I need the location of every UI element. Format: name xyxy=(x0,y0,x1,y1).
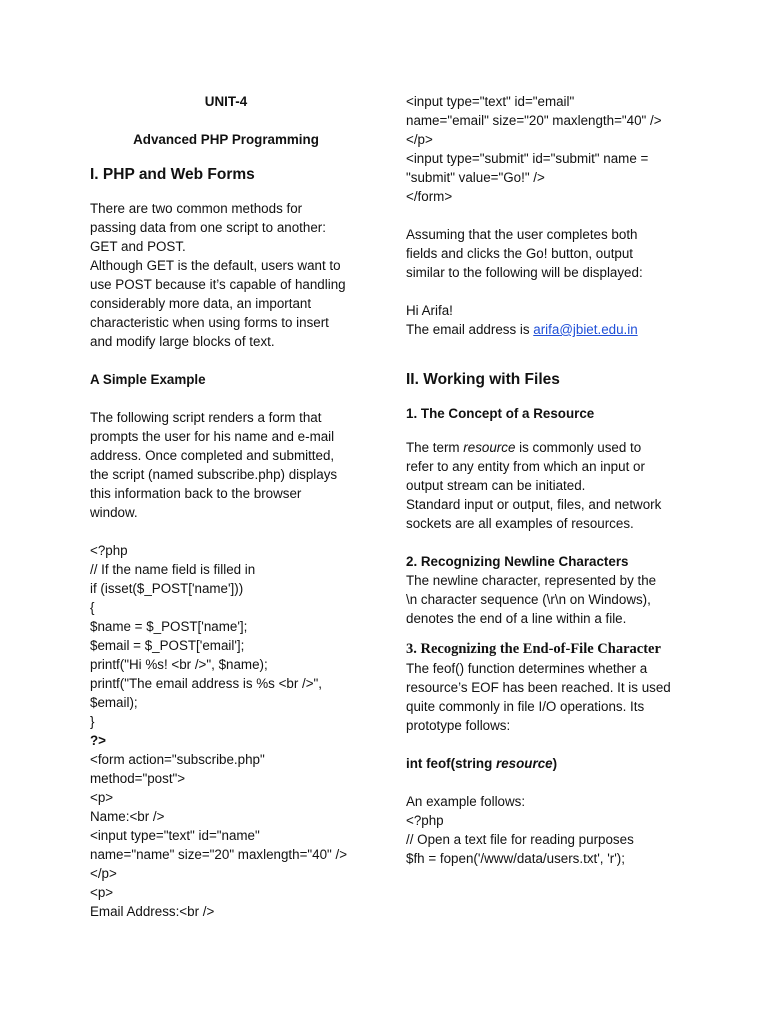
text-line: use POST because it’s capable of handling xyxy=(90,277,346,292)
text-line: fields and clicks the Go! button, output xyxy=(406,246,634,261)
code-line: name="name" size="20" maxlength="40" /> xyxy=(90,847,348,862)
text-fragment: The term xyxy=(406,440,464,455)
resource-term: resource xyxy=(463,440,516,455)
feof-prototype xyxy=(406,754,688,773)
example-intro: An example follows: xyxy=(406,794,526,809)
code-line: Email Address:<br /> xyxy=(90,904,215,919)
example-description xyxy=(90,408,362,522)
email-link[interactable]: arifa@jbiet.edu.in xyxy=(533,322,638,337)
subsection-heading-newline: 2. Recognizing Newline Characters xyxy=(406,554,629,569)
text-fragment: ) xyxy=(552,756,558,771)
text-line: The feof() function determines whether a xyxy=(406,661,648,676)
subsection-heading-resource: 1. The Concept of a Resource xyxy=(406,406,595,421)
text-line: address. Once completed and submitted, xyxy=(90,448,335,463)
code-line: <?php xyxy=(406,813,444,828)
example-heading: A Simple Example xyxy=(90,372,206,387)
text-line: and modify large blocks of text. xyxy=(90,334,275,349)
text-line: characteristic when using forms to insert xyxy=(90,315,329,330)
text-line: Assuming that the user completes both xyxy=(406,227,638,242)
code-line: </p> xyxy=(90,866,117,881)
code-line: <input type="text" id="email" xyxy=(406,94,575,109)
text-line: output stream can be initiated. xyxy=(406,478,586,493)
text-line: There are two common methods for xyxy=(90,201,303,216)
code-line: $email); xyxy=(90,695,138,710)
assumption-paragraph xyxy=(406,225,688,282)
code-line: } xyxy=(90,714,95,729)
text-line xyxy=(406,438,688,457)
code-line: name="email" size="20" maxlength="40" /> xyxy=(406,113,662,128)
text-line: similar to the following will be displayed: xyxy=(406,265,643,280)
text-line: this information back to the browser xyxy=(90,486,302,501)
text-line: prompts the user for his name and e-mail xyxy=(90,429,335,444)
text-line: considerably more data, an important xyxy=(90,296,312,311)
example-code-block xyxy=(406,811,688,868)
php-code-block-continued xyxy=(406,92,688,206)
text-line: \n character sequence (\r\n on Windows), xyxy=(406,592,651,607)
text-line: Although GET is the default, users want to xyxy=(90,258,341,273)
text-line: sockets are all examples of resources. xyxy=(406,516,634,531)
text-line: The following script renders a form that xyxy=(90,410,322,425)
left-column xyxy=(90,92,362,921)
document-subtitle: Advanced PHP Programming xyxy=(133,132,319,147)
text-line: The newline character, represented by the xyxy=(406,573,657,588)
code-line: printf("The email address is %s <br />", xyxy=(90,676,323,691)
output-greeting: Hi Arifa! xyxy=(406,303,453,318)
code-line: <form action="subscribe.php" xyxy=(90,752,265,767)
text-line: the script (named subscribe.php) displays xyxy=(90,467,338,482)
text-line: denotes the end of a line within a file. xyxy=(406,611,627,626)
code-line: Name:<br /> xyxy=(90,809,165,824)
code-line: </form> xyxy=(406,189,453,204)
code-line: printf("Hi %s! <br />", $name); xyxy=(90,657,268,672)
text-fragment: int feof(string xyxy=(406,756,497,771)
text-line: passing data from one script to another: xyxy=(90,220,326,235)
section-heading-working-with-files: II. Working with Files xyxy=(406,371,560,388)
intro-paragraph xyxy=(90,199,362,351)
text-line: Standard input or output, files, and network xyxy=(406,497,662,512)
output-email-prefix: The email address is xyxy=(406,322,534,337)
text-line: window. xyxy=(90,505,138,520)
code-line: </p> xyxy=(406,132,433,147)
code-line: $email = $_POST['email']; xyxy=(90,638,245,653)
resource-paragraph xyxy=(406,438,688,533)
code-line: <?php xyxy=(90,543,128,558)
output-email-line xyxy=(406,320,688,339)
newline-paragraph xyxy=(406,571,688,628)
code-line: <input type="submit" id="submit" name = xyxy=(406,151,649,166)
code-line: { xyxy=(90,600,95,615)
code-line: $name = $_POST['name']; xyxy=(90,619,248,634)
right-column xyxy=(406,92,688,868)
text-line: GET and POST. xyxy=(90,239,186,254)
prototype-param: resource xyxy=(496,756,553,771)
eof-paragraph xyxy=(406,659,688,735)
code-line: method="post"> xyxy=(90,771,186,786)
section-heading-php-web-forms: I. PHP and Web Forms xyxy=(90,166,255,183)
text-line: quite commonly in file I/O operations. Its xyxy=(406,699,645,714)
unit-heading: UNIT-4 xyxy=(204,94,248,109)
text-line: resource’s EOF has been reached. It is used xyxy=(406,680,671,695)
code-line: <input type="text" id="name" xyxy=(90,828,260,843)
code-line: if (isset($_POST['name'])) xyxy=(90,581,244,596)
subsection-heading-eof: 3. Recognizing the End-of-File Character xyxy=(406,641,661,657)
code-line: // Open a text file for reading purposes xyxy=(406,832,634,847)
code-line: ?> xyxy=(90,733,106,748)
code-line: "submit" value="Go!" /> xyxy=(406,170,545,185)
code-line: <p> xyxy=(90,790,114,805)
text-line: refer to any entity from which an input or xyxy=(406,459,645,474)
code-line: $fh = fopen('/www/data/users.txt', 'r'); xyxy=(406,851,625,866)
code-line: <p> xyxy=(90,885,114,900)
php-code-block xyxy=(90,541,362,921)
code-line: // If the name field is filled in xyxy=(90,562,256,577)
text-fragment: is commonly used to xyxy=(515,440,642,455)
text-line: prototype follows: xyxy=(406,718,511,733)
